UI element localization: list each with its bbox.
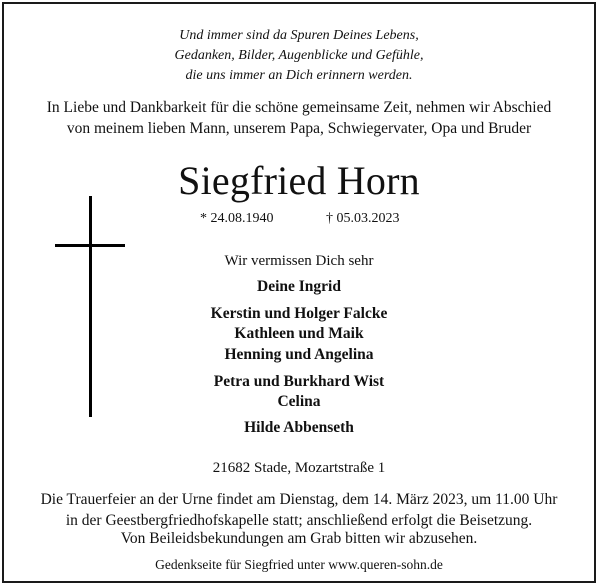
mourner-family-6: Hilde Abbenseth	[244, 419, 354, 436]
death-date: † 05.03.2023	[326, 211, 400, 226]
verse-line-3: die uns immer an Dich erinnern werden.	[185, 68, 413, 83]
ceremony-line-2: in der Geestbergfriedhofskapelle statt; anschließend erfolgt die Beisetzung.	[65, 512, 533, 529]
ceremony-line-1: Die Trauerfeier an der Urne findet am Dienstag, dem 14. März 2023, um 11.00 Uhr	[40, 491, 558, 508]
intro-line-2: von meinem lieben Mann, unserem Papa, Schwiegervater, Opa und Bruder	[66, 120, 532, 137]
miss-line: Wir vermissen Dich sehr	[224, 253, 374, 269]
memorial-link: Gedenkseite für Siegfried unter www.queren-sohn.de	[155, 557, 443, 572]
mourner-family-1: Kerstin und Holger Falcke	[210, 305, 388, 322]
verse-line-1: Und immer sind da Spuren Deines Lebens,	[179, 28, 419, 43]
mourner-family-3: Henning und Angelina	[224, 346, 374, 363]
address: 21682 Stade, Mozartstraße 1	[212, 460, 386, 476]
intro-line-1: In Liebe und Dankbarkeit für die schöne gemeinsame Zeit, nehmen wir Abschied	[46, 99, 552, 116]
mourner-family-4: Petra und Burkhard Wist	[213, 373, 385, 390]
birth-date: * 24.08.1940	[200, 211, 274, 226]
mourner-family-5: Celina	[277, 393, 321, 410]
verse-line-2: Gedanken, Bilder, Augenblicke und Gefühle,	[174, 48, 424, 63]
mourner-spouse: Deine Ingrid	[257, 278, 341, 295]
cross-icon-horizontal	[55, 244, 125, 247]
ceremony-line-3: Von Beileidsbekundungen am Grab bitten wir abzusehen.	[120, 530, 478, 547]
obituary-notice	[2, 2, 596, 583]
deceased-name: Siegfried Horn	[178, 158, 420, 203]
mourner-family-2: Kathleen und Maik	[234, 325, 364, 342]
